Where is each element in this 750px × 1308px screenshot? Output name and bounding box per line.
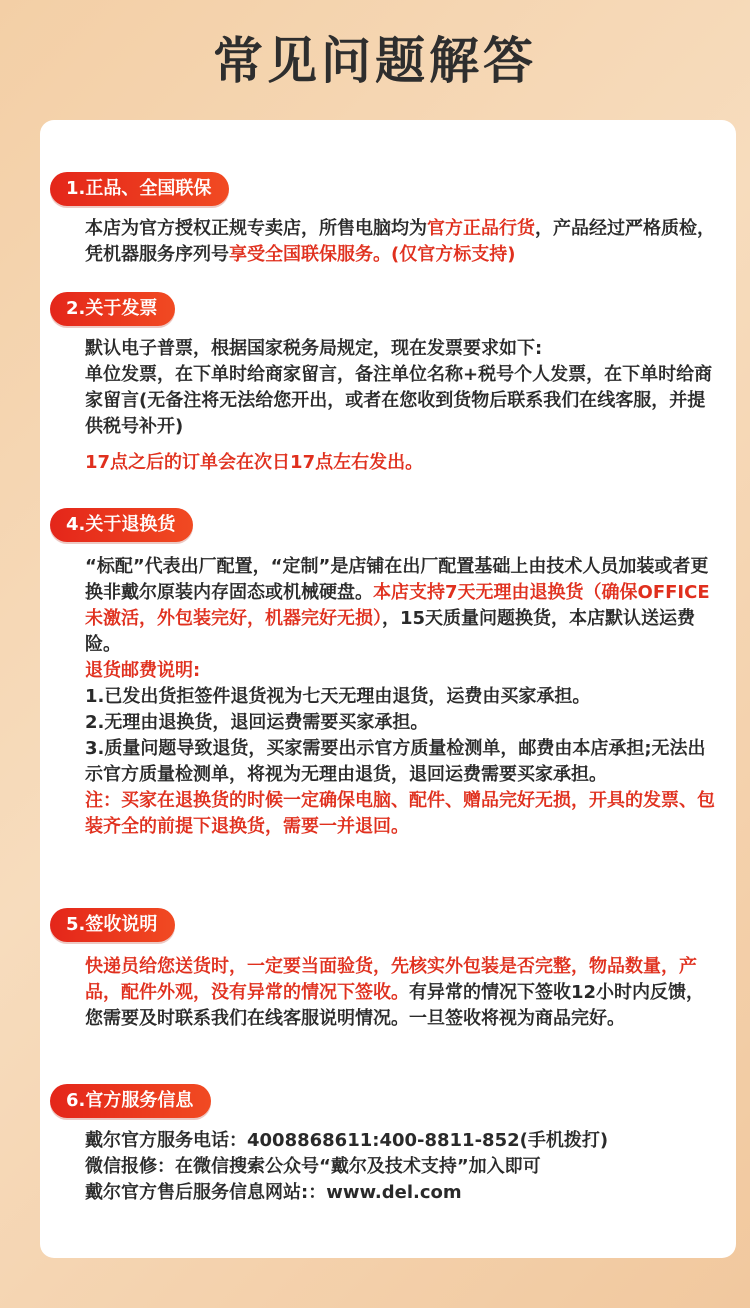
section-heading: 4.关于退换货 xyxy=(50,508,193,542)
paragraph: 2.无理由退换货，退回运费需要买家承担。 xyxy=(85,712,429,733)
paragraph: 退货邮费说明: xyxy=(85,660,201,681)
wechat-support: 微信报修：在微信搜索公众号“戴尔及技术支持”加入即可 xyxy=(85,1156,541,1177)
paragraph: “标配”代表出厂配置，“定制”是店铺在出厂配置基础上由技术人员加装或者更换非戴尔原装内存固态或机械硬盘。本店支持7天无理由退换货（确保OFFICE未激活，外包装完好，机器完好无损），15天质量问题换货，本店默认送运费险。 xyxy=(85,556,710,655)
section-body xyxy=(85,954,715,1032)
shipping-note: 17点之后的订单会在次日17点左右发出。 xyxy=(85,452,424,473)
paragraph: 本店为官方授权正规专卖店，所售电脑均为官方正品行货，产品经过严格质检，凭机器服务序列号享受全国联保服务。(仅官方标支持) xyxy=(85,218,715,265)
returns-note: 注：买家在退换货的时候一定确保电脑、配件、赠品完好无损，开具的发票、包装齐全的前提下退换货，需要一并退回。 xyxy=(85,790,715,837)
page-title: 常见问题解答 xyxy=(213,32,537,90)
paragraph: 默认电子普票，根据国家税务局规定，现在发票要求如下: xyxy=(85,338,543,359)
faq-card xyxy=(40,120,736,1258)
section-heading: 1.正品、全国联保 xyxy=(50,172,229,206)
service-phone: 戴尔官方服务电话：4008868611:400-8811-852(手机拨打) xyxy=(85,1130,609,1151)
section-body xyxy=(85,216,715,268)
section-heading: 6.官方服务信息 xyxy=(50,1084,211,1118)
section-heading: 2.关于发票 xyxy=(50,292,175,326)
section-body xyxy=(85,554,715,840)
paragraph: 3.质量问题导致退货，买家需要出示官方质量检测单，邮费由本店承担;无法出示官方质量检测单，将视为无理由退货，退回运费需要买家承担。 xyxy=(85,738,706,785)
service-website: 戴尔官方售后服务信息网站:：www.del.com xyxy=(85,1182,462,1203)
paragraph: 单位发票，在下单时给商家留言，备注单位名称+税号个人发票，在下单时给商家留言(无备注将无法给您开出，或者在您收到货物后联系我们在线客服，并提供税号补开) xyxy=(85,364,713,437)
paragraph: 快递员给您送货时，一定要当面验货，先核实外包装是否完整，物品数量，产品，配件外观，没有异常的情况下签收。有异常的情况下签收12小时内反馈，您需要及时联系我们在线客服说明情况。一旦签收将视为商品完好。 xyxy=(85,956,705,1029)
section-heading: 5.签收说明 xyxy=(50,908,175,942)
section-body xyxy=(85,1128,715,1206)
section-body xyxy=(85,336,715,476)
paragraph: 1.已发出货拒签件退货视为七天无理由退货，运费由买家承担。 xyxy=(85,686,591,707)
